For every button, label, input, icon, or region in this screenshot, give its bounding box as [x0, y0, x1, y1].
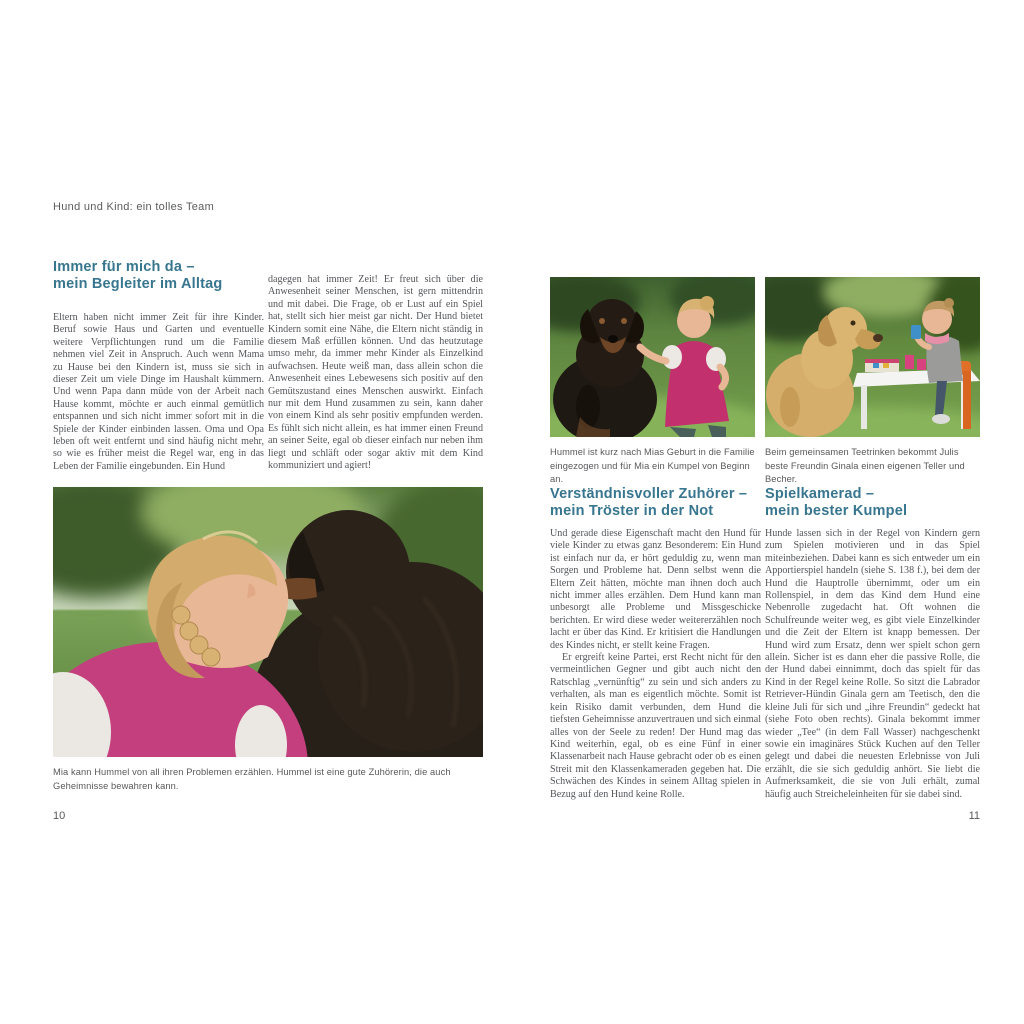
section-heading-verstaendnisvoller-zuhoerer	[550, 486, 765, 519]
photo2-caption: Beim gemeinsamen Teetrinken bekommt Julis beste Freundin Ginala einen eigenen Teller und Becher.	[765, 447, 965, 484]
body-column-1	[53, 312, 264, 478]
body-column-4	[765, 528, 980, 806]
paragraph: Hunde lassen sich in der Regel von Kindern gern zum Spielen motivieren und in das Spiel miteinbeziehen. Dabei kann es sich entweder um ein Apportierspiel handeln (siehe S. 138 f.), bei dem der Hund die Hauptrolle übernimmt, oder um ein Rollenspiel, in dem das Kind dem Hund eine Nebenrolle zugedacht hat. Oft wohnen die Schulfreunde weiter weg, es gibt viele Einzelkinder und die Zeit der Eltern ist knapp bemessen. Der Hund wird zum Ersatz, denn wer spielt schon gern allein. Sicher ist es dann eher die passive Rolle, die der Hund dabei einnimmt, doch das spielt für das Kind in der Regel keine Rolle. So sitzt die Labrador Retriever-Hündin Ginala gern am Teetisch, den die kleine Juli für sich und „ihre Freundin“ gedeckt hat (siehe Foto oben rechts). Ginala bekommt immer wieder „Tee“ (in dem Fall Wasser) nachgeschenkt sowie ein imaginäres Stück Kuchen auf den Teller gelegt und dabei die neuesten Erlebnisse von Juli erzählt, die sie sich geduldig anhört. Sie liebt die Aufmerksamkeit, die sie von Juli erhält, zumal häufig auch Streicheleinheiten für sie dabei sind.	[765, 528, 980, 800]
section-heading-spielkamerad	[765, 486, 980, 519]
section-heading-immer-fuer-mich-da	[53, 259, 293, 292]
paragraph: dagegen hat immer Zeit! Er freut sich über die Anwesenheit seiner Menschen, ist gern mittendrin und mit dabei. Die Frage, ob er Lust auf ein Spiel hat, stellt sich hier meist gar nicht. Der Hund bietet Kindern somit eine Nähe, die Eltern nicht ständig in diesem Maß erfüllen können. Und das heutzutage umso mehr, da immer mehr Kinder als Einzelkind aufwachsen. Heute weiß man, dass allein schon die Anwesenheit eines Lebewesens sich positiv auf den Gemütszustand eines Menschen auswirkt. Einfach nur mit dem Hund zusammen zu sein, kann daher von einem Kind als sehr positiv empfunden werden. Es fühlt sich nicht allein, es hat immer einen Freund an seiner Seite, egal ob dieser einfach nur neben ihm liegt und schläft oder sogar aktiv mit dem Kind kommuniziert und agiert!	[268, 274, 483, 472]
photo-hummel-and-mia-standing	[550, 277, 755, 437]
paragraph: Eltern haben nicht immer Zeit für ihre Kinder. Beruf sowie Haus und Garten und eventuelle weitere Verpflichtungen rund um die Familie nehmen viel Zeit in Anspruch. Auch wenn Mama zu Hause bei den Kindern ist, muss sie sich in dieser Zeit um viele Dinge im Haushalt kümmern. Und wenn Papa dann müde von der Arbeit nach Hause kommt, möchte er auch einmal gemütlich entspannen und sich nicht immer sofort mit in die Spiele der Kinder einbinden lassen. Oma und Opa leben oft weit entfernt und sind häufig nicht mehr, so wie es früher meist die Regel war, eng in das Leben der Familie eingebunden. Ein Hund	[53, 312, 264, 472]
page-number-right: 11	[968, 810, 980, 822]
body-column-3	[550, 528, 761, 806]
heading-line: mein Begleiter im Alltag	[53, 275, 223, 292]
body-column-2	[268, 274, 483, 478]
heading-line: mein bester Kumpel	[765, 502, 908, 519]
photo-caption-left-page: Mia kann Hummel von all ihren Problemen erzählen. Hummel ist eine gute Zuhörerin, die auch Geheimnisse bewahren kann.	[53, 767, 451, 791]
paragraph: Er ergreift keine Partei, erst Recht nicht für den vermeintlichen Gegner und gibt auch nicht den Ratschlag „vernünftig“ zu sein und sich anders zu verhalten, als man es eigentlich möchte. Somit ist kein Risiko damit verbunden, dem Hund die tiefsten Geheimnisse anzuvertrauen und sich einmal alles von der Seele zu reden! Der Hund mag das Kind weiterhin, egal, ob es eine Fünf in einer Klassenarbeit nach Hause gebracht oder ob es einen Streit mit den Klassenkameraden gegeben hat. Die Schwächen des Kindes in seinem Alltag spielen in Bezug auf den Hund keine Rolle.	[550, 652, 761, 800]
photo-mia-and-hummel	[53, 487, 483, 757]
heading-line: Spielkamerad –	[765, 486, 875, 502]
heading-line: Verständnisvoller Zuhörer –	[550, 486, 748, 502]
photo1-caption: Hummel ist kurz nach Mias Geburt in die Familie eingezogen und für Mia ein Kumpel von Beginn an.	[550, 447, 755, 484]
running-header: Hund und Kind: ein tolles Team	[53, 201, 215, 213]
heading-line: Immer für mich da –	[53, 259, 195, 275]
paragraph: Und gerade diese Eigenschaft macht den Hund für viele Kinder zu etwas ganz Besonderem: Ein Hund ist einfach nur da, er hört geduldig zu, wenn man Sorgen und Probleme hat. Denn selbst wenn die Eltern Zeit hätten, möchte man ihnen doch auch nicht immer alles erzählen. Dem Hund kann man unbesorgt alle Probleme und Missgeschicke berichten. Er wird diese weder weitererzählen noch lacht er über das Kind. Er kritisiert die Handlungen des Kindes nicht, er stellt keine Fragen.	[550, 528, 761, 651]
heading-line: mein Tröster in der Not	[550, 502, 714, 519]
page-number-left: 10	[53, 810, 66, 822]
photo-ginala-tea-party	[765, 277, 980, 437]
